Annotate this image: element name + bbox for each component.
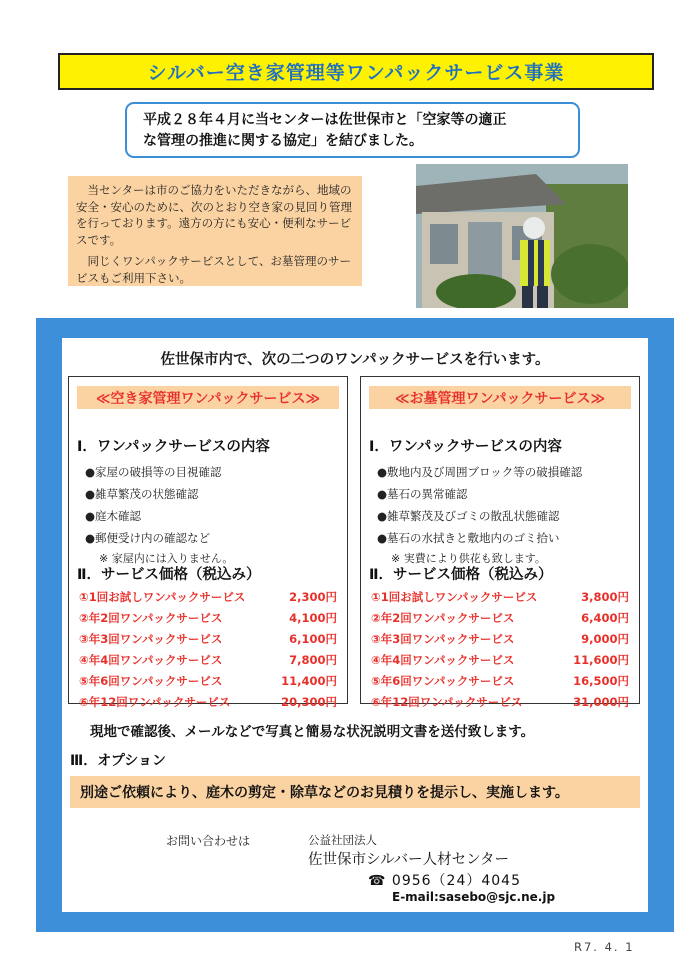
price-row	[371, 692, 629, 713]
price-label: ②年2回ワンパックサービス	[371, 611, 515, 625]
intro-paragraph-1: 当センターは市のご協力をいただきながら、地域の安全・安心のために、次のとおり空き家の見回り管理を行っております。遠方の方にも安心・便利なサービスです。	[76, 183, 352, 247]
list-item: ●墓石の水拭きと敷地内のゴミ拾い	[377, 531, 560, 545]
plan-heading: ≪お墓管理ワンパックサービス≫	[369, 386, 631, 409]
price-list	[371, 587, 629, 713]
list-item: ●墓石の異常確認	[377, 487, 468, 501]
price-value: 11,600円	[573, 653, 629, 667]
price-value: 7,800円	[289, 653, 337, 667]
list-item: ●家屋の破損等の目視確認	[85, 465, 222, 479]
price-label: ④年4回ワンパックサービス	[79, 653, 223, 667]
price-row	[371, 650, 629, 671]
price-value: 31,000円	[573, 695, 629, 709]
services-lead: 佐世保市内で、次の二つのワンパックサービスを行います。	[160, 352, 550, 368]
contents-heading: Ⅰ．ワンパックサービスの内容	[77, 439, 270, 455]
list-item: ●雑草繁茂の状態確認	[85, 487, 199, 501]
phone-icon: ☎	[368, 873, 387, 889]
price-row	[79, 608, 337, 629]
price-row	[79, 629, 337, 650]
list-item: ●郵便受け内の確認など	[85, 531, 211, 545]
price-label: ①1回お試しワンパックサービス	[79, 590, 246, 604]
price-label: ④年4回ワンパックサービス	[371, 653, 515, 667]
price-value: 6,400円	[581, 611, 629, 625]
issue-date: R7. 4. 1	[574, 940, 635, 954]
price-row	[371, 608, 629, 629]
price-value: 9,000円	[581, 632, 629, 646]
price-label: ②年2回ワンパックサービス	[79, 611, 223, 625]
price-row	[79, 671, 337, 692]
page-title: シルバー空き家管理等ワンパックサービス事業	[58, 53, 654, 90]
option-heading: Ⅲ．オプション	[70, 753, 166, 769]
agreement-line-2: な管理の推進に関する協定」を結びました。	[143, 133, 423, 149]
price-value: 11,400円	[281, 674, 337, 688]
plan-heading: ≪空き家管理ワンパックサービス≫	[77, 386, 339, 409]
intro-box	[68, 176, 362, 286]
list-item: ●雑草繁茂及びゴミの散乱状態確認	[377, 509, 560, 523]
org-type: 公益社団法人	[308, 833, 377, 847]
price-heading: Ⅱ．サービス価格（税込み）	[77, 567, 261, 583]
price-label: ⑤年6回ワンパックサービス	[371, 674, 515, 688]
agreement-box	[125, 102, 580, 158]
grave-care-plan	[360, 376, 640, 709]
phone-number	[368, 870, 521, 890]
vacant-house-plan	[68, 376, 348, 709]
price-row	[79, 587, 337, 608]
email-address: E-mail:sasebo@sjc.ne.jp	[392, 890, 556, 904]
price-label: ⑤年6回ワンパックサービス	[79, 674, 223, 688]
price-row	[371, 587, 629, 608]
price-value: 3,800円	[581, 590, 629, 604]
price-label: ①1回お試しワンパックサービス	[371, 590, 538, 604]
services-inner	[62, 338, 648, 912]
price-value: 16,500円	[573, 674, 629, 688]
service-items	[377, 461, 582, 569]
intro-paragraph-2: 同じくワンパックサービスとして、お墓管理のサービスもご利用下さい。	[76, 254, 351, 285]
price-value: 4,100円	[289, 611, 337, 625]
price-value: 6,100円	[289, 632, 337, 646]
contact-label: お問い合わせは	[166, 834, 251, 848]
price-label: ③年3回ワンパックサービス	[371, 632, 515, 646]
price-value: 2,300円	[289, 590, 337, 604]
services-panel	[36, 318, 674, 932]
price-list	[79, 587, 337, 713]
agreement-line-1: 平成２８年４月に当センターは佐世保市と「空家等の適正	[143, 112, 507, 128]
list-item: ●庭木確認	[85, 509, 142, 523]
price-row	[371, 671, 629, 692]
price-label: ⑥年12回ワンパックサービス	[371, 695, 523, 709]
contents-heading: Ⅰ．ワンパックサービスの内容	[369, 439, 562, 455]
org-name: 佐世保市シルバー人材センター	[308, 852, 510, 868]
price-label: ⑥年12回ワンパックサービス	[79, 695, 231, 709]
list-item: ●敷地内及び周囲ブロック等の破損確認	[377, 465, 583, 479]
photo-illustration	[416, 164, 628, 308]
phone-number-text: 0956（24）4045	[391, 873, 521, 889]
price-row	[79, 650, 337, 671]
service-note: ※ 家屋内には入りません。	[99, 552, 234, 565]
service-items	[85, 461, 233, 569]
price-row	[79, 692, 337, 713]
price-label: ③年3回ワンパックサービス	[79, 632, 223, 646]
option-text: 別途ご依頼により、庭木の剪定・除草などのお見積りを提示し、実施します。	[70, 776, 640, 808]
price-heading: Ⅱ．サービス価格（税込み）	[369, 567, 553, 583]
followup-text: 現地で確認後、メールなどで写真と簡易な状況説明文書を送付致します。	[90, 724, 535, 740]
price-value: 20,300円	[281, 695, 337, 709]
price-row	[371, 629, 629, 650]
house-inspection-photo	[416, 164, 628, 308]
service-note: ※ 実費により供花も致します。	[391, 552, 546, 565]
